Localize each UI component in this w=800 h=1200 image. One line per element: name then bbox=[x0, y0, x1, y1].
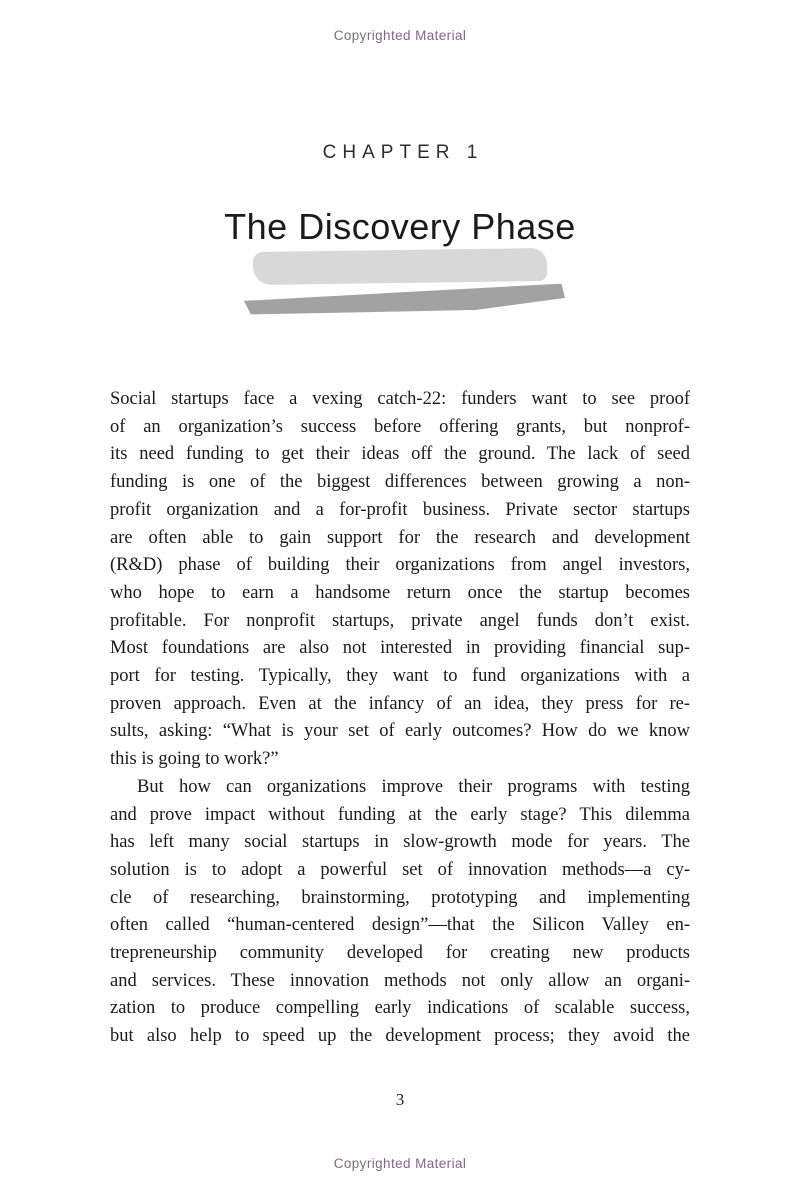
copyright-notice-top: Copyrighted Material bbox=[333, 28, 467, 43]
text-line: this is going to work?” bbox=[110, 749, 279, 770]
copyright-notice-bottom: Copyrighted Material bbox=[333, 1156, 467, 1171]
text-line: profitable. For nonprofit startups, private angel funds don’t exist. bbox=[110, 610, 690, 631]
text-line: funding is one of the biggest differences between growing a non- bbox=[110, 472, 690, 493]
text-line: of an organization’s success before offering grants, but nonprof- bbox=[110, 416, 690, 437]
text-line: but also help to speed up the development process; they avoid the bbox=[110, 1026, 690, 1047]
text-line: and services. These innovation methods not only allow an organi- bbox=[110, 970, 690, 991]
brush-stroke-dark bbox=[244, 284, 566, 317]
text-line: Social startups face a vexing catch-22: funders want to see proof bbox=[110, 389, 690, 409]
text-line: port for testing. Typically, they want to fund organizations with a bbox=[110, 666, 690, 687]
text-line: are often able to gain support for the research and development bbox=[110, 527, 690, 548]
text-line: profit organization and a for-profit business. Private sector startups bbox=[110, 499, 690, 520]
body-text bbox=[110, 386, 690, 1051]
text-line: solution is to adopt a powerful set of innovation methods—a cy- bbox=[110, 859, 690, 880]
text-line: who hope to earn a handsome return once the startup becomes bbox=[110, 582, 690, 603]
text-line: sults, asking: “What is your set of early outcomes? How do we know bbox=[110, 721, 690, 742]
text-line: Most foundations are also not interested in providing financial sup- bbox=[110, 638, 690, 659]
text-line: (R&D) phase of building their organizations from angel investors, bbox=[110, 555, 690, 576]
text-line: cle of researching, brainstorming, prototyping and implementing bbox=[110, 887, 690, 908]
chapter-label: CHAPTER 1 bbox=[322, 142, 484, 163]
chapter-title: The Discovery Phase bbox=[224, 206, 576, 247]
text-line: has left many social startups in slow-growth mode for years. The bbox=[110, 832, 690, 853]
brush-stroke-light bbox=[253, 248, 547, 285]
text-line: trepreneurship community developed for creating new products bbox=[110, 943, 690, 964]
text-line: and prove impact without funding at the early stage? This dilemma bbox=[110, 804, 690, 825]
text-line: But how can organizations improve their programs with testing bbox=[137, 776, 690, 797]
text-line: zation to produce compelling early indications of scalable success, bbox=[110, 998, 690, 1019]
page-number: 3 bbox=[395, 1090, 405, 1109]
text-line: proven approach. Even at the infancy of an idea, they press for re- bbox=[110, 693, 690, 714]
text-line: often called “human-centered design”—that the Silicon Valley en- bbox=[110, 915, 690, 936]
text-line: its need funding to get their ideas off the ground. The lack of seed bbox=[110, 444, 690, 465]
